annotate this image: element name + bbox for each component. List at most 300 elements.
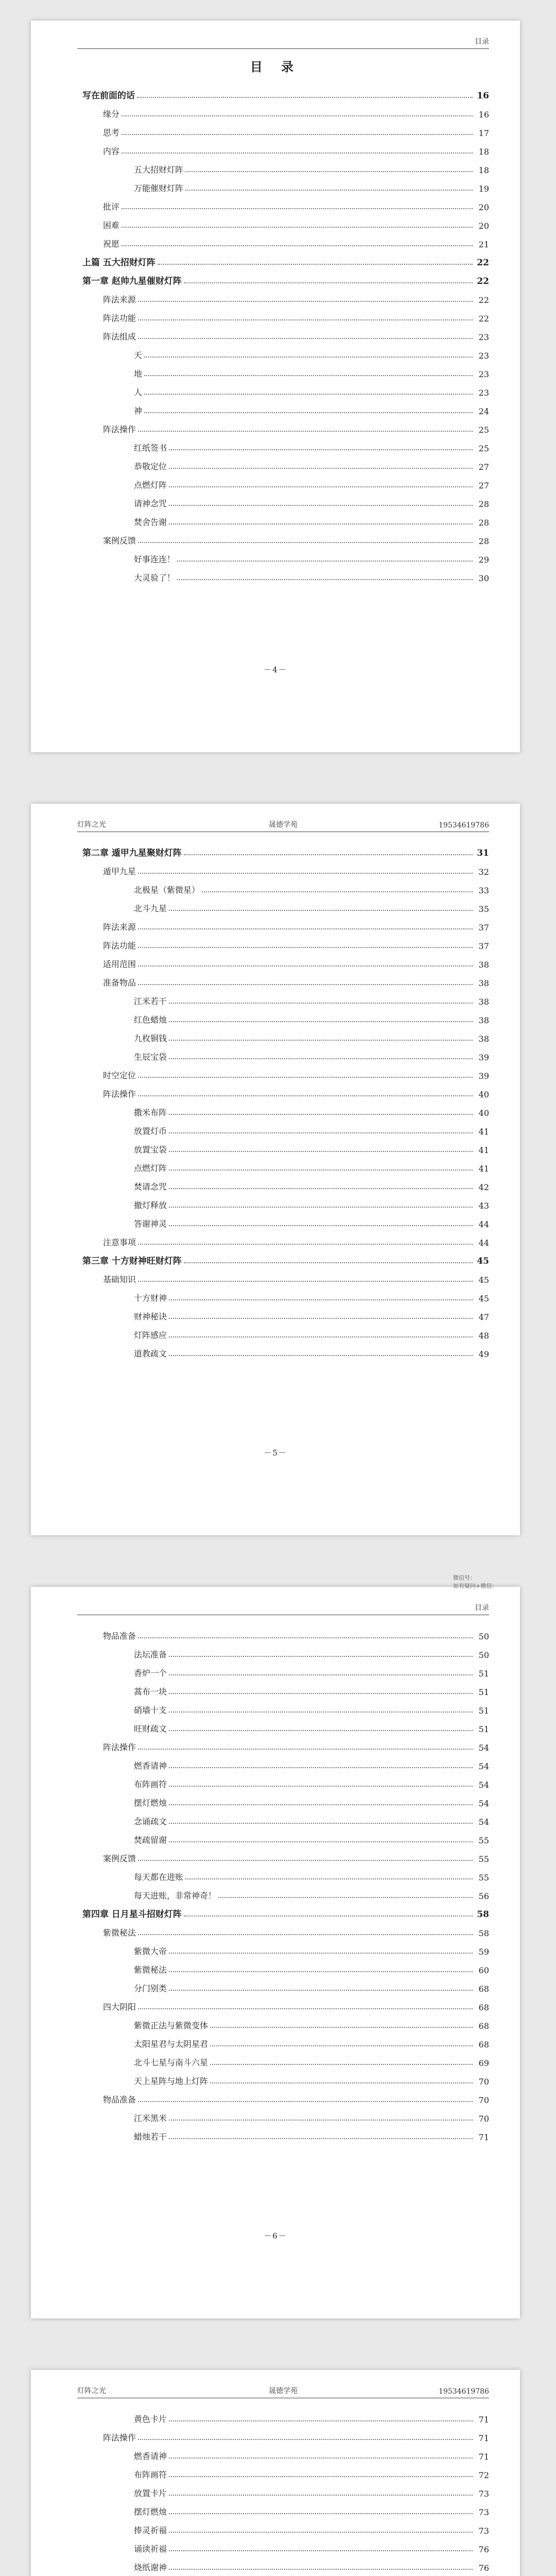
toc-entry-title: 北斗九星: [134, 904, 167, 913]
toc-entry[interactable]: [82, 1044, 489, 1062]
toc-entry-page: 25: [478, 425, 489, 435]
dot-leader: [169, 1021, 473, 1022]
toc-entry-title: 北极星（紫微星）: [134, 885, 200, 895]
toc-entry-title: 香炉一个: [134, 1668, 167, 1678]
toc-entry-page: 42: [478, 1182, 489, 1192]
toc-entry[interactable]: [82, 2462, 489, 2480]
toc-entry-page: 58: [477, 1909, 489, 1920]
toc-entry[interactable]: [82, 286, 489, 305]
toc-entry[interactable]: [82, 970, 489, 988]
toc-entry-page: 33: [478, 886, 489, 895]
dot-leader: [169, 486, 473, 487]
toc-entry[interactable]: [82, 1341, 489, 1359]
toc-entry[interactable]: [82, 1081, 489, 1099]
toc-entry-title: 焚疏留谢: [134, 1835, 167, 1845]
toc-entry[interactable]: [82, 1007, 489, 1025]
toc-entry-page: 24: [478, 406, 489, 416]
toc-entry[interactable]: [82, 453, 489, 472]
toc-entry-title: 放置宝袋: [134, 1145, 167, 1155]
toc-entry[interactable]: [82, 1174, 489, 1192]
toc-entry[interactable]: [82, 1118, 489, 1137]
dot-leader: [184, 1262, 473, 1263]
toc-entry-page: 20: [478, 221, 489, 231]
toc-entry-title: 蜡烛若干: [134, 2132, 167, 2142]
toc-entry-page: 30: [478, 573, 489, 583]
toc-entry-title: 紫微正法与紫微变体: [134, 2021, 208, 2030]
toc-entry-page: 20: [478, 202, 489, 212]
toc-entry-title: 燃香请神: [134, 2451, 167, 2461]
toc-entry-page: 38: [478, 1015, 489, 1025]
toc-entry-title: 江米若干: [134, 996, 167, 1006]
toc-entry-title: 法坛准备: [134, 1650, 167, 1659]
dot-leader: [138, 2439, 473, 2440]
dot-leader: [138, 319, 473, 320]
toc-entry-page: 18: [478, 147, 489, 157]
toc-entry-page: 45: [478, 1275, 489, 1285]
toc-entry-title: 撤灯释放: [134, 1200, 167, 1210]
dot-leader: [169, 1003, 473, 1004]
toc-entry[interactable]: [82, 416, 489, 435]
toc-entry[interactable]: [82, 398, 489, 416]
dot-leader: [169, 1188, 473, 1189]
toc-entry[interactable]: [82, 268, 489, 286]
toc-entry-page: 27: [478, 481, 489, 490]
toc-entry-title: 时空定位: [103, 1071, 136, 1080]
dot-leader: [144, 375, 473, 376]
toc-entry-title: 道教疏文: [134, 1349, 167, 1359]
toc-entry[interactable]: [82, 435, 489, 453]
toc-entry-title: 红色蜡烛: [134, 1015, 167, 1025]
toc-entry-page: 73: [478, 2507, 489, 2517]
toc-entry-title: 阵法操作: [103, 1089, 136, 1099]
toc-entry-title: 阵法来源: [103, 295, 136, 304]
dot-leader: [185, 171, 473, 172]
dot-leader: [169, 1767, 473, 1768]
toc-entry[interactable]: [82, 212, 489, 231]
toc-entry[interactable]: [82, 1623, 489, 1641]
toc-entry-page: 50: [478, 1650, 489, 1660]
toc-entry-title: 焚请念咒: [134, 1182, 167, 1192]
toc-entry-title: 撒米布阵: [134, 1108, 167, 1117]
toc-entry-page: 16: [477, 91, 489, 101]
toc-entry-title: 遁甲九星: [103, 867, 136, 876]
toc-entry[interactable]: [82, 1920, 489, 1938]
toc-entry[interactable]: [82, 1957, 489, 1975]
toc-entry-title: 摆灯燃烛: [134, 1798, 167, 1808]
toc-entry-title: 摆灯燃烛: [134, 2507, 167, 2517]
watermark-line-2: 如有疑问+微信：: [453, 1583, 498, 1589]
toc-entry[interactable]: [82, 1864, 489, 1883]
toc-entry[interactable]: [82, 138, 489, 157]
toc-entry-page: 54: [478, 1780, 489, 1790]
toc-entry-page: 54: [478, 1799, 489, 1808]
dot-leader: [177, 579, 473, 580]
toc-entry[interactable]: [82, 101, 489, 120]
toc-entry[interactable]: [82, 194, 489, 212]
toc-entry-title: 答谢神灵: [134, 1219, 167, 1229]
header-right: 19534619786: [439, 2387, 489, 2396]
toc-entry-title: 地: [134, 369, 143, 379]
toc-entry-title: 诵读祈福: [134, 2544, 167, 2554]
toc-entry[interactable]: [82, 2480, 489, 2499]
toc-entry-page: 73: [478, 2526, 489, 2536]
toc-entry[interactable]: [82, 1099, 489, 1118]
toc-entry-page: 23: [478, 369, 489, 379]
toc-entry-title: 天: [134, 350, 143, 360]
toc-entry-title: 缘分: [103, 109, 120, 119]
page-number: －5－: [264, 1448, 287, 1458]
toc-entry-page: 45: [477, 1256, 489, 1266]
toc-entry[interactable]: [82, 1641, 489, 1660]
toc-entry-title: 四大阴阳: [103, 2002, 136, 2012]
dot-leader: [169, 1318, 473, 1319]
toc-entry-page: 18: [478, 165, 489, 175]
header-center: 晟德学苑: [269, 821, 298, 829]
header-right: 目录: [475, 38, 489, 46]
header-center: 晟德学苑: [269, 2387, 298, 2395]
toc-entry-page: 23: [478, 351, 489, 361]
toc-entry[interactable]: [82, 1975, 489, 1994]
toc-entry-title: 好事连连！: [134, 554, 176, 564]
dot-leader: [169, 468, 473, 469]
toc-entry[interactable]: [82, 2443, 489, 2462]
toc-entry-title: 阵法功能: [103, 941, 136, 951]
dot-leader: [169, 1730, 473, 1731]
dot-leader: [138, 928, 473, 929]
toc-entry-page: 32: [478, 867, 489, 877]
toc-entry[interactable]: [82, 1137, 489, 1155]
toc-entry-page: 60: [478, 1965, 489, 1975]
toc-entry-page: 43: [478, 1201, 489, 1211]
toc-entry-page: 73: [478, 2489, 489, 2499]
toc-entry-title: 注意事项: [103, 1238, 136, 1247]
toc-entry-page: 55: [478, 1873, 489, 1883]
toc-list: [82, 840, 489, 1359]
toc-entry-page: 37: [478, 923, 489, 933]
toc-entry-title: 江米黑米: [134, 2113, 167, 2123]
toc-entry[interactable]: [82, 1753, 489, 1771]
toc-entry-title: 基础知识: [103, 1275, 136, 1284]
toc-title: 目 录: [250, 59, 301, 74]
toc-entry[interactable]: [82, 2554, 489, 2573]
toc-entry-page: 25: [478, 444, 489, 453]
dot-leader: [138, 1934, 473, 1935]
header-right: 目录: [475, 1604, 489, 1612]
toc-entry[interactable]: [82, 1660, 489, 1679]
dot-leader: [210, 2064, 473, 2065]
toc-entry-title: 人: [134, 387, 143, 397]
dot-leader: [121, 115, 473, 116]
dot-leader: [169, 1823, 473, 1824]
toc-entry[interactable]: [82, 2105, 489, 2124]
toc-entry[interactable]: [82, 1827, 489, 1845]
toc-entry[interactable]: [82, 546, 489, 565]
dot-leader: [169, 2458, 473, 2459]
toc-entry[interactable]: [82, 565, 489, 583]
toc-entry-title: 灯阵感应: [134, 1330, 167, 1340]
dot-leader: [138, 1281, 473, 1282]
toc-entry-page: 22: [478, 295, 489, 305]
toc-entry-page: 22: [477, 276, 489, 286]
toc-entry-page: 55: [478, 1854, 489, 1864]
dot-leader: [138, 2008, 473, 2009]
dot-leader: [121, 134, 473, 135]
toc-entry-title: 五大招财灯阵: [134, 165, 184, 175]
toc-entry[interactable]: [82, 1994, 489, 2012]
toc-entry[interactable]: [82, 1192, 489, 1211]
toc-entry[interactable]: [82, 324, 489, 342]
toc-entry-page: 41: [478, 1145, 489, 1155]
toc-entry-title: 旺财疏文: [134, 1724, 167, 1734]
document-page: [31, 21, 520, 752]
dot-leader: [144, 394, 473, 395]
toc-entry[interactable]: [82, 1285, 489, 1303]
toc-entry-title: 天上星阵与地上灯阵: [134, 2076, 208, 2086]
toc-entry[interactable]: [82, 1901, 489, 1920]
toc-entry-page: 39: [478, 1071, 489, 1081]
toc-entry-title: 第三章 十方财神旺财灯阵: [82, 1256, 182, 1266]
toc-entry[interactable]: [82, 877, 489, 895]
toc-entry[interactable]: [82, 1938, 489, 1957]
page-number: －4－: [264, 665, 287, 674]
toc-entry-page: 70: [478, 2077, 489, 2087]
page-header: [77, 1602, 489, 1615]
toc-entry-title: 念诵疏文: [134, 1817, 167, 1826]
toc-entry-page: 54: [478, 1743, 489, 1753]
toc-entry-page: 70: [478, 2095, 489, 2105]
toc-entry-page: 40: [478, 1108, 489, 1118]
toc-entry[interactable]: [82, 361, 489, 379]
toc-entry-title: 烧纸谢神: [134, 2563, 167, 2572]
toc-entry-title: 点燃灯阵: [134, 1163, 167, 1173]
toc-entry[interactable]: [82, 157, 489, 175]
toc-entry[interactable]: [82, 1266, 489, 1285]
toc-entry-title: 阵法操作: [103, 2433, 136, 2443]
toc-entry[interactable]: [82, 1716, 489, 1734]
toc-entry[interactable]: [82, 1679, 489, 1697]
toc-entry-page: 16: [478, 110, 489, 120]
toc-entry-page: 28: [478, 499, 489, 509]
dot-leader: [169, 1225, 473, 1226]
toc-entry[interactable]: [82, 1790, 489, 1808]
toc-entry[interactable]: [82, 472, 489, 490]
toc-entry[interactable]: [82, 2499, 489, 2517]
toc-entry[interactable]: [82, 2031, 489, 2049]
dot-leader: [169, 449, 473, 450]
toc-entry-title: 案例反馈: [103, 536, 136, 546]
toc-entry[interactable]: [82, 1883, 489, 1901]
toc-entry-page: 51: [478, 1669, 489, 1679]
dot-leader: [138, 965, 473, 967]
dot-leader: [169, 505, 473, 506]
toc-entry-page: 51: [478, 1687, 489, 1697]
toc-entry-page: 35: [478, 904, 489, 914]
toc-entry[interactable]: [82, 1697, 489, 1716]
dot-leader: [169, 2569, 473, 2570]
dot-leader: [137, 97, 473, 98]
dot-leader: [169, 1953, 473, 1954]
dot-leader: [169, 2120, 473, 2121]
dot-leader: [169, 2420, 473, 2421]
dot-leader: [169, 2476, 473, 2477]
toc-entry[interactable]: [82, 2425, 489, 2443]
toc-entry-page: 50: [478, 1632, 489, 1641]
toc-entry[interactable]: [82, 231, 489, 249]
toc-entry[interactable]: [82, 951, 489, 970]
toc-entry-page: 40: [478, 1090, 489, 1099]
toc-entry[interactable]: [82, 1734, 489, 1753]
toc-entry[interactable]: [82, 120, 489, 138]
toc-entry[interactable]: [82, 1025, 489, 1044]
toc-entry-title: 神: [134, 406, 143, 416]
toc-entry-page: 51: [478, 1724, 489, 1734]
dot-leader: [169, 1151, 473, 1152]
toc-entry-title: 财神秘诀: [134, 1312, 167, 1321]
toc-entry[interactable]: [82, 379, 489, 398]
toc-entry-page: 72: [478, 2470, 489, 2480]
toc-entry[interactable]: [82, 1322, 489, 1341]
toc-entry-title: 第四章 日月星斗招财灯阵: [82, 1909, 182, 1920]
dot-leader: [138, 1095, 473, 1096]
toc-entry-title: 点燃灯阵: [134, 480, 167, 490]
dot-leader: [185, 190, 473, 191]
toc-entry[interactable]: [82, 342, 489, 361]
toc-entry-title: 思考: [103, 128, 120, 138]
toc-entry-page: 54: [478, 1817, 489, 1827]
toc-entry[interactable]: [82, 2517, 489, 2536]
toc-entry[interactable]: [82, 1808, 489, 1827]
toc-entry[interactable]: [82, 2068, 489, 2087]
toc-entry-title: 紫微秘法: [103, 1928, 136, 1938]
dot-leader: [184, 282, 473, 283]
toc-entry-title: 阵法来源: [103, 922, 136, 932]
toc-entry[interactable]: [82, 2406, 489, 2425]
toc-entry-title: 第一章 赵帅九星催财灯阵: [82, 276, 182, 286]
toc-entry-page: 21: [478, 240, 489, 249]
toc-entry-title: 九枚铜钱: [134, 1033, 167, 1043]
dot-leader: [169, 1674, 473, 1675]
toc-entry-page: 22: [478, 314, 489, 324]
toc-entry-page: 68: [478, 2040, 489, 2049]
page-header: [77, 2385, 489, 2398]
dot-leader: [184, 1916, 473, 1917]
toc-entry[interactable]: [82, 82, 489, 101]
toc-entry-title: 内容: [103, 146, 120, 156]
toc-entry[interactable]: [82, 175, 489, 194]
page-header: [77, 819, 489, 832]
toc-entry[interactable]: [82, 933, 489, 951]
toc-entry-page: 68: [478, 2021, 489, 2031]
dot-leader: [169, 1990, 473, 1991]
toc-entry-title: 写在前面的话: [82, 91, 135, 101]
toc-entry[interactable]: [82, 840, 489, 858]
dot-leader: [210, 2082, 473, 2083]
toc-entry-title: 太阳星君与太阴星君: [134, 2039, 208, 2049]
toc-list: [82, 82, 489, 583]
toc-entry-title: 适用范围: [103, 959, 136, 969]
toc-entry[interactable]: [82, 490, 489, 509]
toc-entry[interactable]: [82, 1062, 489, 1081]
page-number: －6－: [264, 2231, 287, 2241]
dot-leader: [169, 1693, 473, 1694]
dot-leader: [158, 264, 473, 265]
dot-leader: [121, 227, 473, 228]
toc-entry-title: 上篇 五大招财灯阵: [82, 258, 155, 268]
toc-entry-title: 大灵验了！: [134, 573, 176, 583]
toc-entry[interactable]: [82, 2012, 489, 2031]
toc-entry-page: 28: [478, 536, 489, 546]
toc-entry-page: 59: [478, 1947, 489, 1957]
dot-leader: [144, 412, 473, 413]
dot-leader: [138, 431, 473, 432]
dot-leader: [121, 245, 473, 246]
header-left: 灯阵之光: [77, 821, 106, 829]
toc-entry[interactable]: [82, 528, 489, 546]
toc-entry[interactable]: [82, 1771, 489, 1790]
dot-leader: [169, 1058, 473, 1059]
toc-entry[interactable]: [82, 2124, 489, 2142]
toc-entry[interactable]: [82, 1211, 489, 1229]
watermark: [453, 1574, 497, 1590]
dot-leader: [169, 1114, 473, 1115]
toc-entry[interactable]: [82, 1155, 489, 1174]
toc-entry[interactable]: [82, 2536, 489, 2554]
toc-entry[interactable]: [82, 1845, 489, 1864]
toc-entry-title: 放置卡片: [134, 2488, 167, 2498]
toc-entry-page: 58: [478, 1928, 489, 1938]
toc-entry-title: 物品准备: [103, 1631, 136, 1641]
toc-entry[interactable]: [82, 305, 489, 324]
toc-entry-title: 万能催财灯阵: [134, 183, 184, 193]
toc-entry[interactable]: [82, 1303, 489, 1322]
toc-entry[interactable]: [82, 858, 489, 877]
dot-leader: [169, 1786, 473, 1787]
toc-entry[interactable]: [82, 2573, 489, 2576]
toc-entry-page: 28: [478, 518, 489, 528]
toc-entry-page: 23: [478, 332, 489, 342]
toc-entry[interactable]: [82, 509, 489, 528]
toc-entry-title: 物品准备: [103, 2095, 136, 2105]
toc-entry[interactable]: [82, 914, 489, 933]
toc-entry-title: 分门别类: [134, 1984, 167, 1993]
toc-entry-page: 71: [478, 2415, 489, 2425]
dot-leader: [218, 1897, 473, 1898]
document-page: [31, 1587, 520, 2318]
dot-leader: [169, 1971, 473, 1972]
toc-entry[interactable]: [82, 2087, 489, 2105]
toc-entry[interactable]: [82, 249, 489, 268]
toc-entry-page: 17: [478, 128, 489, 138]
toc-entry-title: 黄色卡片: [134, 2414, 167, 2424]
toc-entry-page: 44: [478, 1238, 489, 1248]
toc-entry[interactable]: [82, 2049, 489, 2068]
dot-leader: [169, 1656, 473, 1657]
toc-entry[interactable]: [82, 895, 489, 914]
dot-leader: [138, 984, 473, 985]
toc-entry-title: 北斗七星与南斗六星: [134, 2058, 208, 2067]
dot-leader: [138, 1860, 473, 1861]
dot-leader: [210, 2045, 473, 2046]
dot-leader: [169, 1040, 473, 1041]
toc-entry[interactable]: [82, 1248, 489, 1266]
toc-entry[interactable]: [82, 988, 489, 1007]
toc-entry[interactable]: [82, 1229, 489, 1248]
toc-entry-title: 布阵画符: [134, 2470, 167, 2480]
toc-entry-page: 55: [478, 1836, 489, 1845]
toc-entry-page: 27: [478, 462, 489, 472]
document-page: [31, 804, 520, 1535]
watermark-line-1: 微信号：: [453, 1574, 476, 1581]
